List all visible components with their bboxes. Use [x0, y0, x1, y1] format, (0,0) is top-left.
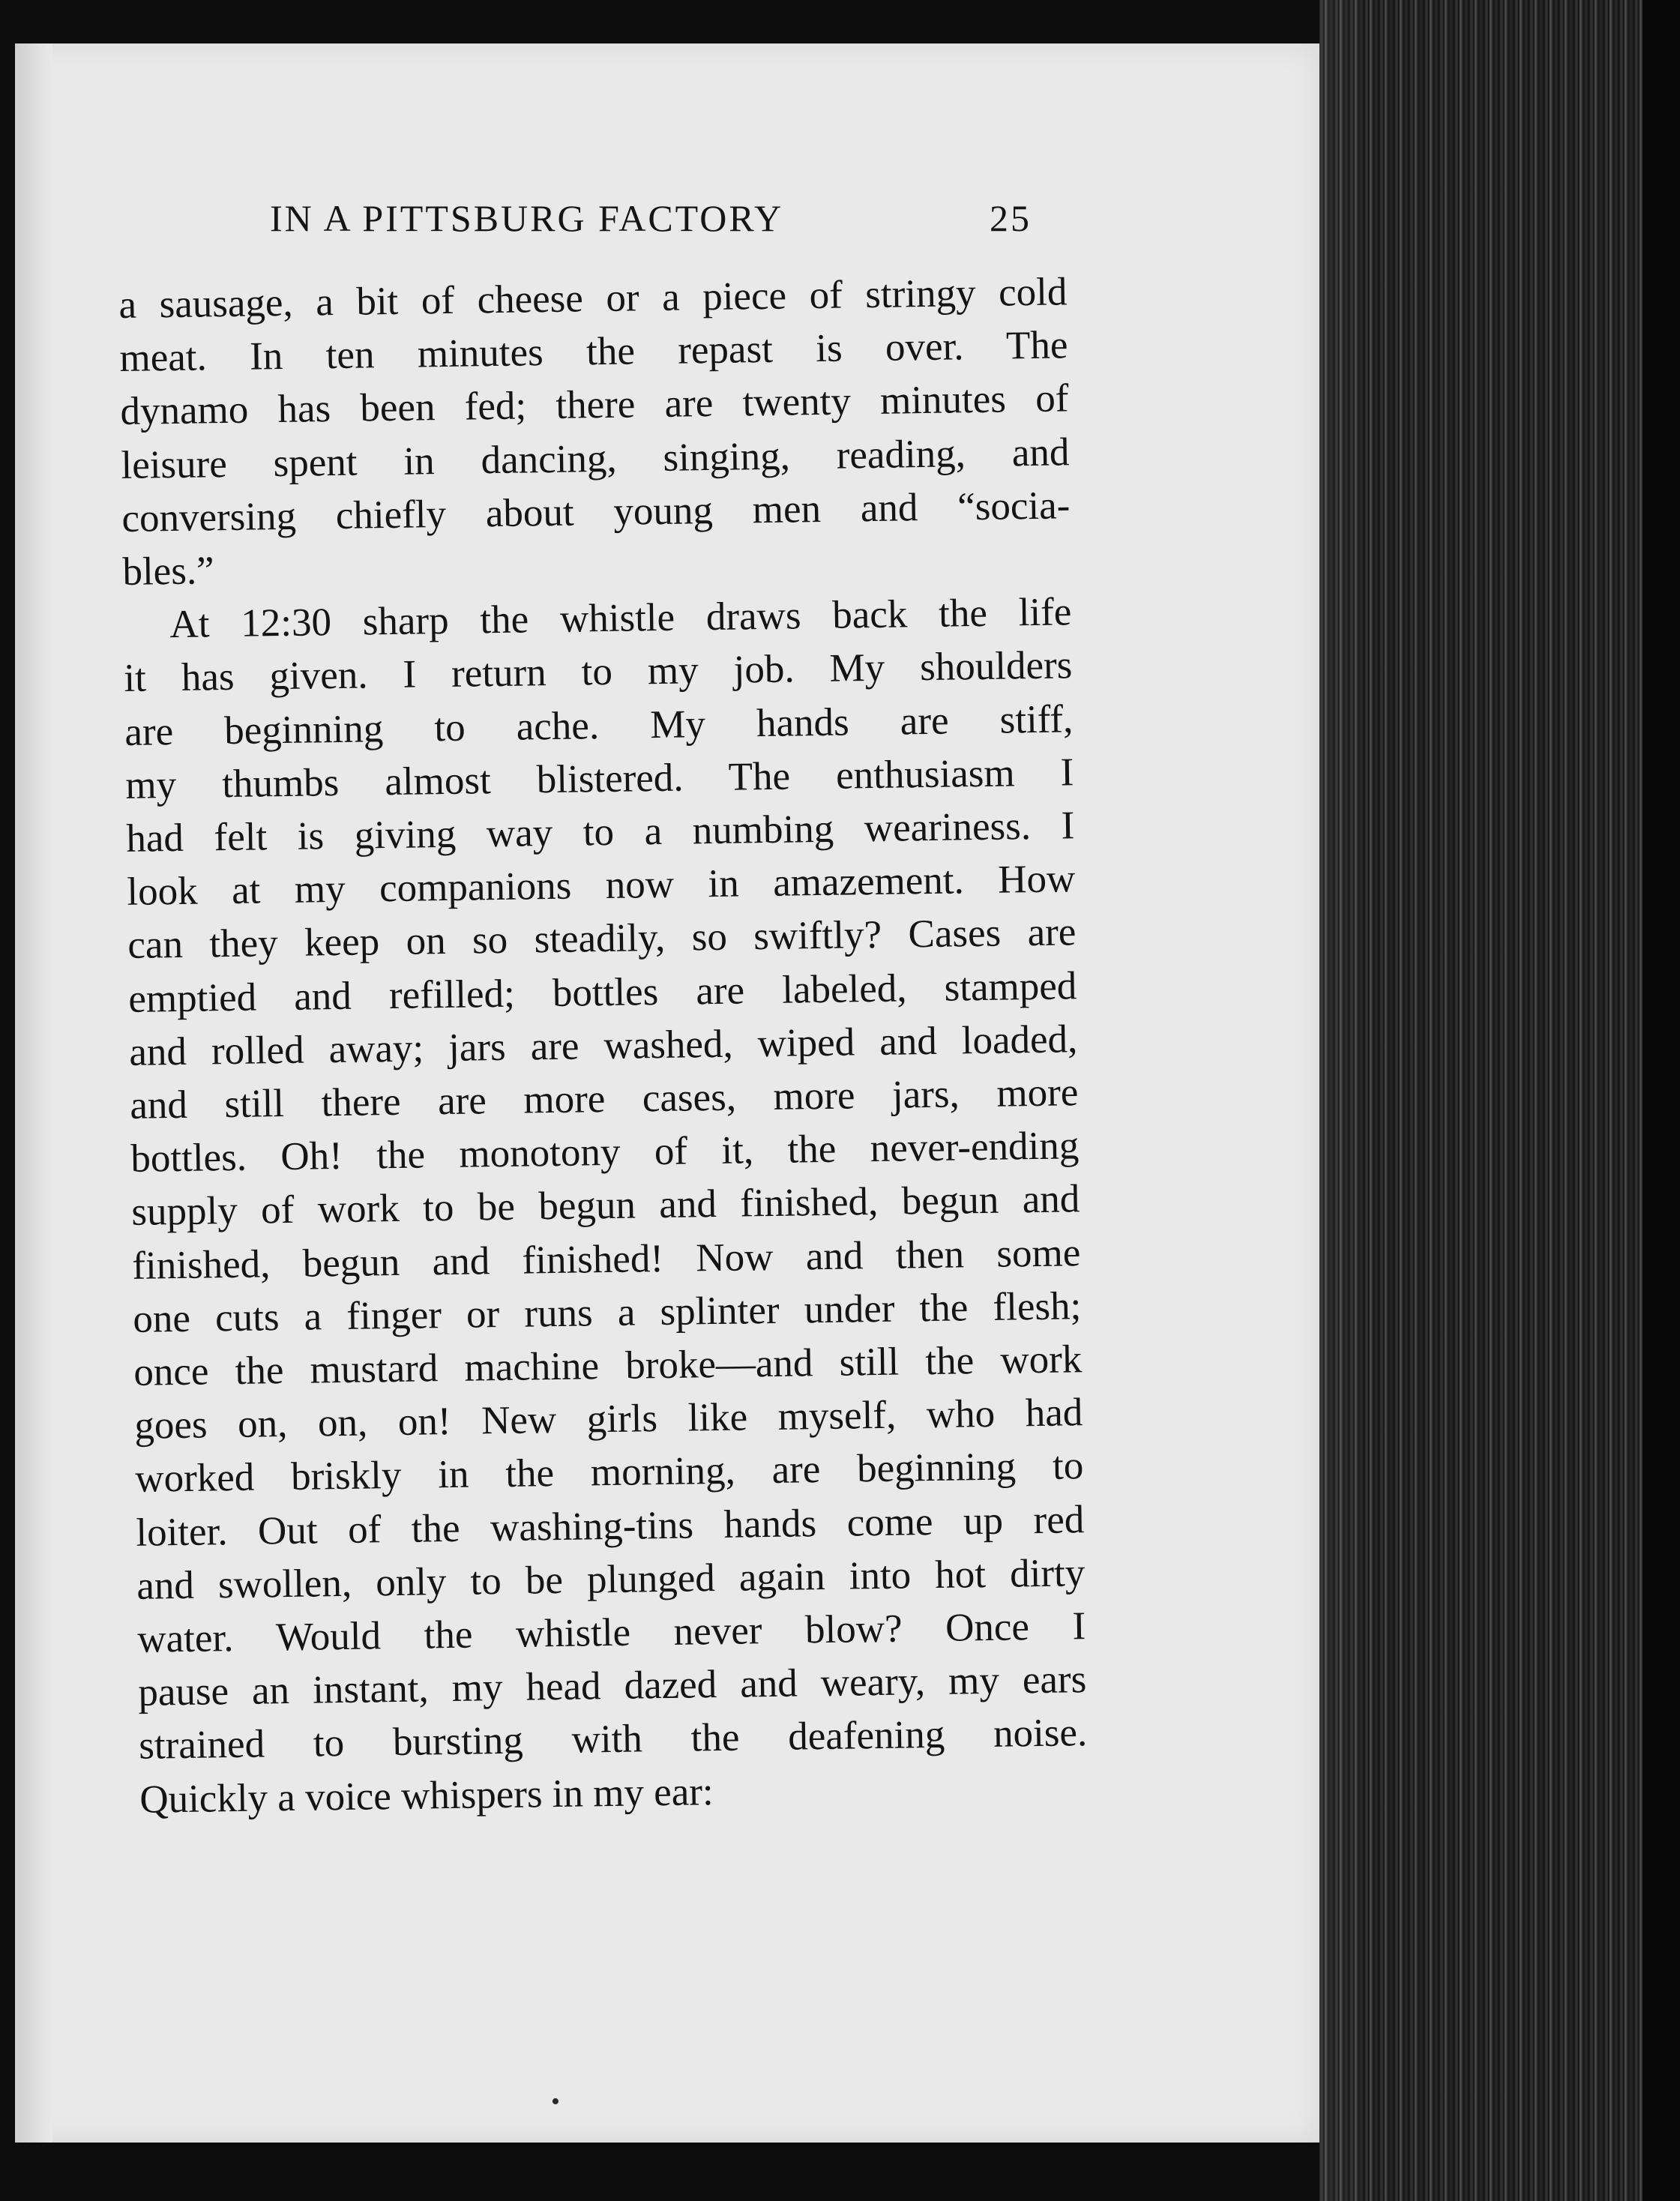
- text-line: had felt is giving way to a numbing weariness. I: [126, 804, 1075, 861]
- text-line: and swollen, only to be plunged again into hot dirty: [136, 1551, 1086, 1608]
- text-line: At 12:30 sharp the whistle draws back the life: [169, 590, 1072, 647]
- page-number: 25: [990, 197, 1032, 239]
- text-line: can they keep on so steadily, so swiftly? Cases are: [127, 910, 1077, 968]
- text-line: conversing chiefly about young men and “socia-: [121, 484, 1071, 541]
- text-line: my thumbs almost blistered. The enthusiasm I: [125, 750, 1074, 807]
- text-line: one cuts a finger or runs a splinter under the flesh;: [132, 1284, 1082, 1341]
- text-line: meat. In ten minutes the repast is over. The: [119, 323, 1068, 381]
- text-line: and rolled away; jars are washed, wiped and loaded,: [129, 1017, 1078, 1074]
- text-line: leisure spent in dancing, singing, reading, and: [121, 430, 1070, 487]
- scan-speck: •: [551, 2088, 560, 2116]
- text-line: emptied and refilled; bottles are labeled, stamped: [128, 963, 1077, 1021]
- text-line: supply of work to be begun and finished, begun and: [130, 1177, 1080, 1235]
- text-line: once the mustard machine broke—and still the work: [133, 1337, 1083, 1394]
- text-line: strained to bursting with the deafening noise.: [138, 1711, 1088, 1768]
- page-shadow-edge: [15, 43, 52, 2143]
- text-line: water. Would the whistle never blow? Once I: [136, 1604, 1086, 1661]
- text-line: are beginning to ache. My hands are stiff,: [124, 696, 1074, 754]
- book-fore-edge: [1319, 0, 1680, 2201]
- text-line: pause an instant, my head dazed and weary, my ears: [137, 1657, 1087, 1715]
- text-line: loiter. Out of the washing-tins hands come up red: [135, 1497, 1085, 1555]
- text-line: Quickly a voice whispers in my ear:: [139, 1769, 714, 1822]
- running-title: IN A PITTSBURG FACTORY: [270, 197, 784, 239]
- text-line: look at my companions now in amazement. How: [127, 857, 1076, 915]
- text-line: finished, begun and finished! Now and then some: [131, 1230, 1081, 1288]
- body-text: [118, 265, 1089, 1826]
- text-line: worked briskly in the morning, are beginning to: [134, 1444, 1084, 1502]
- text-line: goes on, on, on! New girls like myself, who had: [133, 1391, 1083, 1448]
- text-line: bottles. Oh! the monotony of it, the never-ending: [130, 1124, 1080, 1181]
- text-line: and still there are more cases, more jars, more: [129, 1071, 1079, 1127]
- text-line: dynamo has been fed; there are twenty minutes of: [120, 376, 1069, 434]
- text-line: bles.”: [122, 549, 215, 594]
- scan-background: [1643, 0, 1680, 2201]
- text-line: a sausage, a bit of cheese or a piece of stringy cold: [118, 270, 1068, 327]
- text-line: it has given. I return to my job. My shoulders: [124, 643, 1073, 701]
